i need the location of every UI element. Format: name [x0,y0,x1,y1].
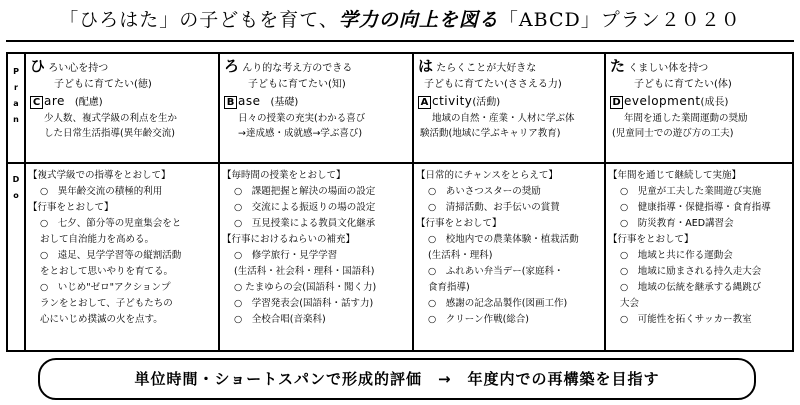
do-list-item: ○ あいさつスターの奨励 [428,186,541,197]
do-list-item: ○ たまゆらの会(国語科・聞く力) [234,282,377,293]
plan-cell-base [224,58,410,141]
do-section-heading: 【行事におけるねらいの補充】 [222,234,356,245]
keyword-letter: D [610,96,623,109]
heading-text: たらくことが大好きな [436,63,537,74]
side-label-plan [8,64,24,128]
initial-char: ひ [30,58,46,75]
plan-cell-development [610,58,792,141]
heading-text: くましい体を持つ [628,63,709,74]
side-letter: P [13,67,19,76]
do-list-item: ○ 可能性を拓くサッカー教室 [620,314,752,325]
keyword-word: are [44,94,65,108]
plan-cell-activity [418,58,602,141]
plan-subheading: 子どもに育てたい(体) [634,79,732,90]
plan-heading [610,58,792,77]
keyword [418,93,602,111]
side-letter: D [12,175,20,184]
keyword-letter: B [224,96,237,109]
do-list-item: ○ 防災教育・AED講習会 [620,218,734,229]
do-list-item: ○ 遠足、見学学習等の縦割活動 [40,250,182,261]
do-list-item: ○ 地域の伝統を継承する縄跳び [620,282,762,293]
do-list-item: ○ 健康指導・保健指導・食育指導 [620,202,771,213]
do-list-item: ○ 全校合唱(音楽科) [234,314,326,325]
do-cell-activity [416,168,604,328]
initial-char: ろ [224,58,240,75]
keyword-jp: (活動) [472,97,501,108]
do-section-heading: 【行事をとおして】 [28,202,114,213]
do-list-item: ○ 校地内での農業体験・植栽活動 [428,234,579,245]
do-list-item: ○ 地域と共に作る運動会 [620,250,733,261]
do-section-heading: 【行事をとおして】 [416,218,502,229]
do-list-item: ○ 七夕、節分等の児童集会をと [40,218,182,229]
page-title [6,2,794,42]
keyword-jp: (成長) [700,97,729,108]
do-list-item: ○ 地域に励まされる持久走大会 [620,266,762,277]
do-list-item: ○ 清掃活動、お手伝いの賞賛 [428,202,560,213]
do-list-item: ○ 児童が工夫した業間遊び実施 [620,186,762,197]
do-list-item: ランをとおして、子どもたちの [40,298,173,309]
do-cell-base [222,168,412,328]
col-divider [604,54,606,350]
do-cell-development [608,168,794,328]
plan-desc: 地域の自然・産業・人材に学ぶ体 [432,113,575,124]
title-part2: 「ABCD」プラン２０２０ [498,9,741,31]
title-part1: 「ひろはた」の子どもを育て、 [59,9,339,31]
plan-subheading: 子どもに育てたい(知) [248,79,346,90]
col-divider [412,54,414,350]
do-list-item: ○ ふれあい弁当デー(家庭科・ [428,266,564,277]
plan-subheading: 子どもに育てたい(ささえる力) [424,79,562,90]
keyword [30,93,216,111]
col-divider [218,54,220,350]
do-list-item: ○ 互見授業による教員文化継承 [234,218,376,229]
heading-text: ろい心を持つ [48,63,109,74]
keyword-letter: C [30,96,43,109]
keyword-letter: A [418,96,431,109]
side-letter: r [14,83,18,92]
do-section-heading: 【行事をとおして】 [608,234,694,245]
do-list-item: (生活科・社会科・理科・国語科) [234,266,375,277]
do-list-item: (生活科・理科) [428,250,493,261]
plan-heading [224,58,410,77]
side-letter: a [13,99,19,108]
initial-char: は [418,58,434,75]
plan-heading [30,58,216,77]
do-list-item: ○ 感謝の記念品製作(図画工作) [428,298,568,309]
title-emphasis: 学力の向上を図る [338,9,499,31]
plan-desc: した日常生活指導(異年齢交流) [44,128,175,139]
keyword-word: ctivity [432,94,473,108]
do-section-heading: 【毎時間の授業をとおして】 [222,170,346,181]
do-list-item: 食育指導) [428,282,470,293]
do-list-item: おして自治能力を高める。 [40,234,155,245]
do-list-item: 大会 [620,298,640,309]
do-section-heading: 【年間を通じて継続して実施】 [608,170,742,181]
keyword [224,93,410,111]
do-list-item: ○ 異年齢交流の積極的利用 [40,186,163,197]
heading-text: んり的な考え方のできる [242,63,353,74]
plan-desc: 少人数、複式学級の利点を生か [44,113,178,124]
do-list-item: ○ いじめ"ゼロ"アクションプ [40,282,171,293]
do-list-item: ○ 修学旅行・見学学習 [234,250,338,261]
plan-subheading: 子どもに育てたい(徳) [54,79,152,90]
plan-desc: 日々の授業の充実(わかる喜び [238,113,366,124]
col-divider [24,54,26,350]
side-letter: n [13,115,19,124]
do-list-item: をとおして思いやりを育てる。 [40,266,174,277]
keyword-jp: (配慮) [74,97,103,108]
plan-table [6,52,794,352]
do-list-item: ○ クリーン作戦(総合) [428,314,530,325]
do-section-heading: 【複式学級での指導をとおして】 [28,170,171,181]
do-cell-care [28,168,218,328]
side-letter: o [13,191,19,200]
keyword-word: ase [238,94,261,108]
keyword-word: evelopment [624,94,701,108]
side-label-do [8,172,24,204]
plan-desc: 験活動(地域に学ぶキャリア教育) [420,128,561,139]
do-list-item: ○ 課題把握と解決の場面の設定 [234,186,376,197]
do-list-item: 心にいじめ撲滅の火を点す。 [40,314,163,325]
do-list-item: ○ 学習発表会(国語科・話す力) [234,298,374,309]
do-section-heading: 【日常的にチャンスをとらえて】 [416,170,558,181]
keyword-jp: (基礎) [270,97,299,108]
do-list-item: ○ 交流による振返りの場の設定 [234,202,376,213]
plan-desc: 年間を通した業間運動の奨励 [624,113,748,124]
plan-heading [418,58,602,77]
row-divider [8,162,792,164]
keyword [610,93,792,111]
plan-cell-care [30,58,216,141]
evaluation-banner: 単位時間・ショートスパンで形成的評価 → 年度内での再構築を目指す [38,358,756,400]
initial-char: た [610,58,626,75]
plan-desc: →達成感・成就感→学ぶ喜び) [238,128,363,139]
plan-desc: (児童同士での遊び方の工夫) [612,128,734,139]
